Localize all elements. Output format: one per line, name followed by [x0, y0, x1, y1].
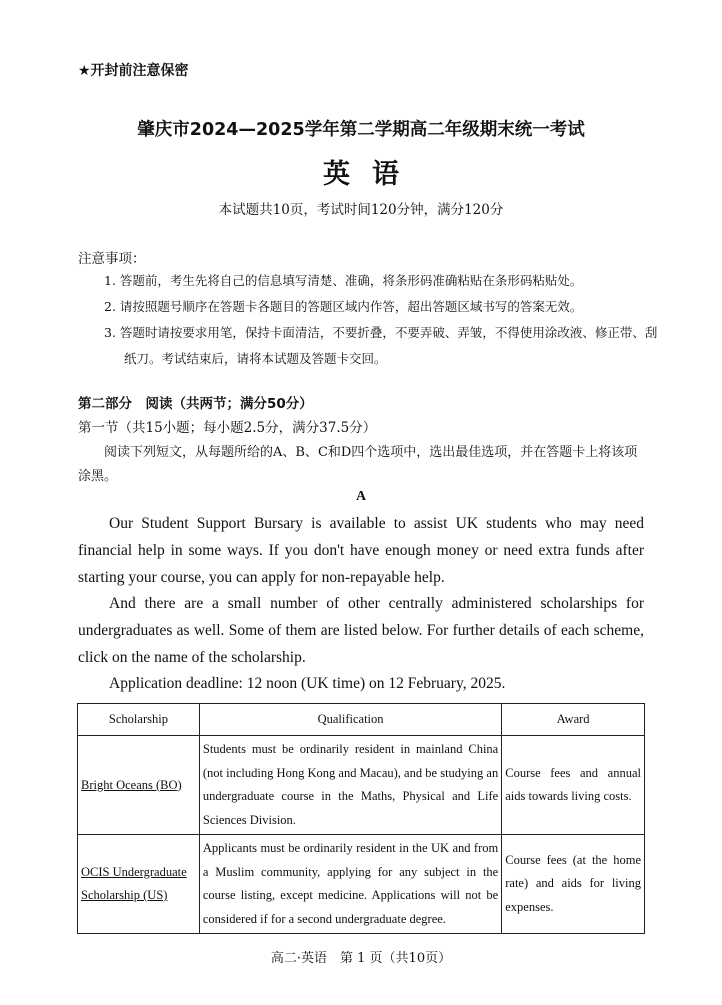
award-cell: Course fees and annual aids towards living costs.	[502, 736, 645, 835]
table-header-row	[78, 704, 645, 736]
qualification-cell: Students must be ordinarily resident in mainland China (not including Hong Kong and Macau), and be studying an undergraduate course in the Maths, Physical and Life Sciences Division.	[199, 736, 501, 835]
column-header: Award	[502, 704, 645, 736]
section-instruction: 阅读下列短文，从每题所给的A、B、C和D四个选项中，选出最佳选项，并在答题卡上将该项涂黑。	[78, 445, 638, 484]
scholarship-table	[77, 703, 645, 934]
column-header: Qualification	[199, 704, 501, 736]
exam-title: 肇庆市2024—2025学年第二学期高二年级期末统一考试	[137, 120, 585, 140]
passage-label: A	[355, 489, 367, 504]
scholarship-link[interactable]: Bright Oceans (BO)	[81, 777, 182, 792]
note-item: 2. 请按照题号顺序在答题卡各题目的答题区域内作答，超出答题区域书写的答案无效。	[104, 299, 583, 314]
notes-heading: 注意事项：	[78, 251, 146, 267]
table-row	[78, 736, 645, 835]
passage-paragraph: Our Student Support Bursary is available to assist UK students who may need financial help in some ways. If you don't have enough money or need extra funds after starting your course, you can apply for non-repayable help.	[78, 515, 644, 586]
subject-title: 英语	[323, 159, 421, 190]
confidential-notice: ★开封前注意保密	[78, 63, 189, 79]
section-heading: 第二部分 阅读（共两节；满分50分）	[78, 396, 313, 412]
subsection-heading: 第一节（共15小题；每小题2.5分，满分37.5分）	[78, 420, 377, 436]
note-item: 3. 答题时请按要求用笔，保持卡面清洁，不要折叠，不要弄破、弄皱，不得使用涂改液、修正带、刮纸刀。考试结束后，请将本试题及答题卡交回。	[104, 325, 658, 366]
note-item: 1. 答题前，考生先将自己的信息填写清楚、准确，将条形码准确粘贴在条形码粘贴处。	[104, 273, 583, 288]
award-cell: Course fees (at the home rate) and aids for living expenses.	[502, 835, 645, 934]
scholarship-link[interactable]: OCIS Undergraduate Scholarship (US)	[81, 864, 187, 902]
application-deadline: Application deadline: 12 noon (UK time) on 12 February, 2025.	[109, 675, 506, 692]
column-header: Scholarship	[78, 704, 200, 736]
passage-paragraph: And there are a small number of other centrally administered scholarships for undergraduates as well. Some of them are listed below. For further details of each scheme, click on the name of the scholarship.	[78, 595, 644, 666]
exam-info: 本试题共10页，考试时间120分钟，满分120分	[218, 202, 504, 218]
page-footer: 高二·英语 第 1 页（共10页）	[270, 951, 452, 966]
qualification-cell: Applicants must be ordinarily resident in the UK and from a Muslim community, applying for any subject in the course listing, except medicine. Applications will not be considered if for a second undergraduate degree.	[199, 835, 501, 934]
table-row	[78, 835, 645, 934]
